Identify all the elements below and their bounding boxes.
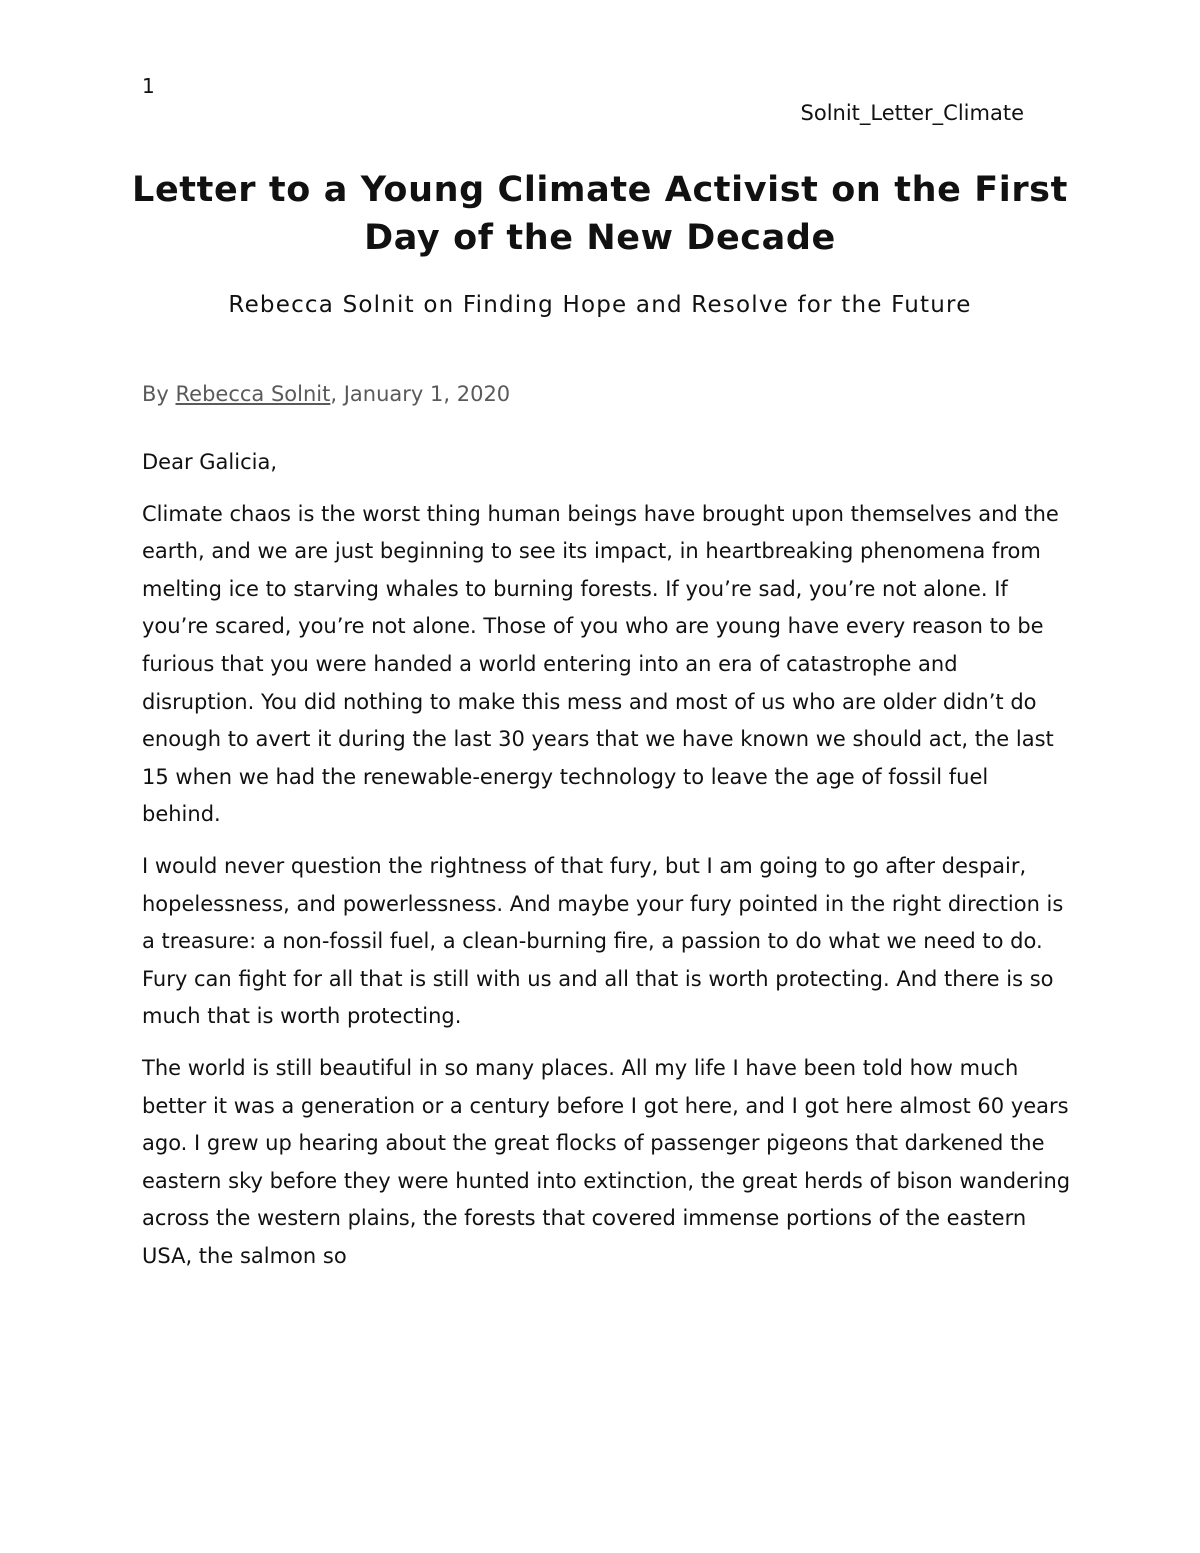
page-number: 1 [142, 74, 155, 98]
author-link[interactable]: Rebecca Solnit [175, 382, 331, 406]
byline-prefix: By [142, 382, 176, 406]
byline [142, 379, 510, 409]
article-title: Letter to a Young Climate Activist on the First Day of the New Decade [132, 170, 1068, 258]
byline-date: , January 1, 2020 [330, 382, 511, 406]
salutation: Dear Galicia, [142, 450, 278, 474]
body-paragraph: The world is still beautiful in so many places. All my life I have been told how much better it was a generation or a century before I got here, and I got here almost 60 years ago. I grew up hearing about the great flocks of passenger pigeons that darkened the eastern sky before they were hunted into extinction, the great herds of bison wandering across the western plains, the forests that covered immense portions of the eastern USA, the salmon so [142, 1055, 1071, 1268]
running-header: Solnit_Letter_Climate [800, 101, 1024, 125]
letter-body [142, 444, 1072, 1289]
body-paragraph: I would never question the rightness of that fury, but I am going to go after despair, hopelessness, and powerlessness. And maybe your fury pointed in the right direction is a treasure: a non-fossil fuel, a clean-burning fire, a passion to do what we need to do. Fury can fight for all that is still with us and all that is worth protecting. And there is so much that is worth protecting. [142, 853, 1064, 1029]
body-paragraph: Climate chaos is the worst thing human beings have brought upon themselves and the earth, and we are just beginning to see its impact, in heartbreaking phenomena from melting ice to starving whales to burning forests. If you’re sad, you’re not alone. If you’re scared, you’re not alone. Those of you who are young have every reason to be furious that you were handed a world entering into an era of catastrophe and disruption. You did nothing to make this mess and most of us who are older didn’t do enough to avert it during the last 30 years that we have known we should act, the last 15 when we had the renewable-energy technology to leave the age of fossil fuel behind. [142, 501, 1059, 827]
article-subtitle: Rebecca Solnit on Finding Hope and Resolve for the Future [228, 292, 972, 318]
